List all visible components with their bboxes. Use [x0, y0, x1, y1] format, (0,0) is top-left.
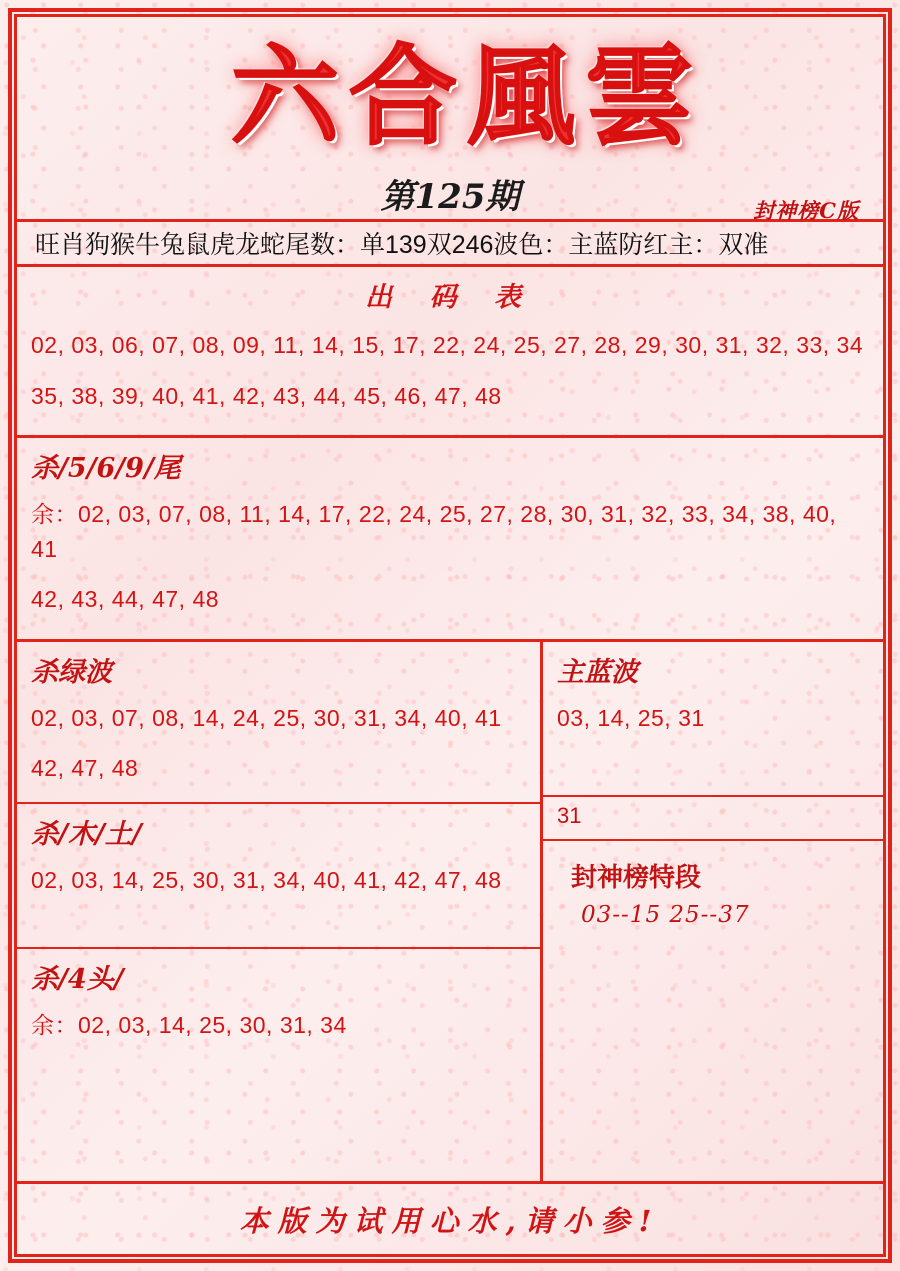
chuma-line-1: 02, 03, 06, 07, 08, 09, 11, 14, 15, 17, 22, 24, 25, 27, 28, 29, 30, 31, 32, 33, 34 — [31, 332, 864, 358]
special-title: 封神榜特段 — [571, 863, 702, 893]
single-number: 31 — [543, 797, 883, 841]
blue-wave-line-1: 03, 14, 25, 31 — [557, 704, 705, 731]
kill-tail-line-2: 42, 43, 44, 47, 48 — [31, 586, 220, 612]
kill-head4-section — [17, 949, 540, 1181]
chuma-line-2: 35, 38, 39, 40, 41, 42, 43, 44, 45, 46, 47, 48 — [31, 382, 502, 409]
page-title: 六合風雲 — [230, 34, 703, 160]
edition-label: 封神榜C版 — [753, 198, 859, 223]
kill-mutu-line-1: 02, 03, 14, 25, 30, 31, 34, 40, 41, 42, 47, 48 — [31, 866, 502, 893]
two-column-block — [17, 642, 883, 1185]
left-column — [17, 642, 543, 1182]
issue-number: 第125期 — [380, 177, 520, 217]
kill-mutu-section — [17, 804, 540, 950]
blue-wave-section — [543, 642, 883, 798]
kill-green-line-2: 42, 47, 48 — [31, 755, 139, 781]
right-column — [543, 642, 883, 1182]
header — [17, 17, 883, 222]
kill-tail-section — [17, 438, 883, 642]
kill-head4-label: 杀/4头/ — [31, 964, 124, 995]
kill-green-line-1: 02, 03, 07, 08, 14, 24, 25, 30, 31, 34, 40, 41 — [31, 704, 502, 731]
special-section — [543, 841, 883, 1181]
tips-row: 旺肖狗猴牛兔鼠虎龙蛇尾数：单139双246波色：主蓝防红主：双准 — [17, 222, 883, 267]
footer-note: 本版为试用心水,请小参! — [239, 1203, 661, 1238]
chuma-section — [17, 267, 883, 438]
kill-head4-line-1: 余：02, 03, 14, 25, 30, 31, 34 — [31, 1012, 347, 1038]
kill-green-label: 杀绿波 — [31, 656, 112, 688]
chuma-title: 出 码 表 — [365, 282, 535, 313]
kill-tail-label: 杀/5/6/9/尾 — [31, 453, 181, 484]
blue-wave-label: 主蓝波 — [557, 656, 638, 688]
special-numbers: 03--15 25--37 — [581, 902, 750, 928]
kill-tail-line-1: 余：02, 03, 07, 08, 11, 14, 17, 22, 24, 25, 27, 28, 30, 31, 32, 33, 34, 38, 40, 41 — [31, 501, 837, 562]
inner-border — [14, 14, 886, 1257]
kill-mutu-label: 杀/木/土/ — [31, 818, 142, 850]
kill-green-section — [17, 642, 540, 804]
